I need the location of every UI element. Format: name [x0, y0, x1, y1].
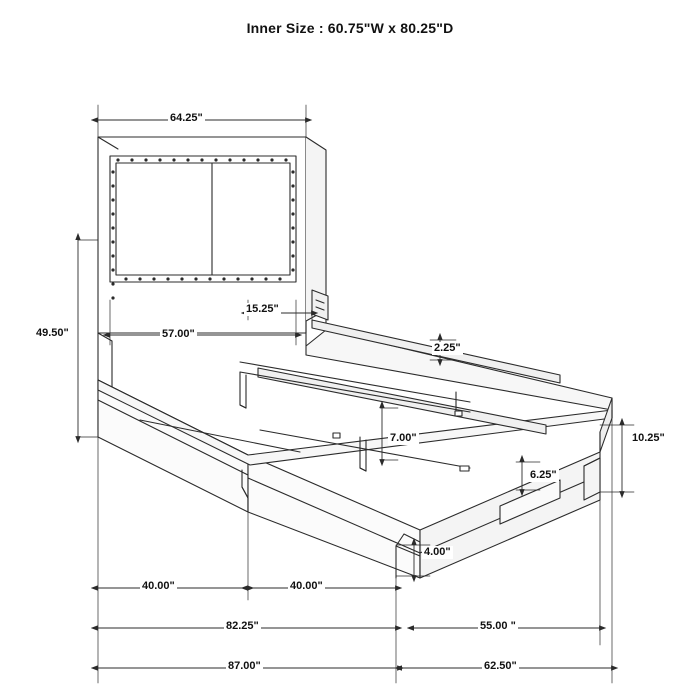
dimension-label-rail-thickness: 2.25"	[434, 342, 461, 354]
dimension-label-overall-depth: 62.50"	[484, 660, 517, 672]
dimension-label-slat-clearance: 7.00"	[390, 432, 417, 444]
dimension-label-side-depth: 55.00 "	[480, 620, 516, 632]
dimension-label-frame-height: 10.25"	[632, 432, 665, 444]
dimension-label-bed-length-inner: 82.25"	[226, 620, 259, 632]
page-title: Inner Size : 60.75"W x 80.25"D	[246, 20, 454, 36]
dimension-label-foot-span-left: 40.00"	[142, 580, 175, 592]
dimension-label-headboard-height: 49.50"	[36, 327, 69, 339]
dimension-label-side-rail-height: 6.25"	[530, 469, 557, 481]
dimension-label-foot-span-right: 40.00"	[290, 580, 323, 592]
dimension-label-headboard-panel-width: 57.00"	[162, 328, 195, 340]
dimension-label-headboard-lower-gap: 15.25"	[246, 303, 279, 315]
dimension-label-overall-length: 87.00"	[228, 660, 261, 672]
dimension-label-overall-width-top: 64.25"	[170, 112, 203, 124]
dimension-label-leg-height: 4.00"	[424, 546, 451, 558]
